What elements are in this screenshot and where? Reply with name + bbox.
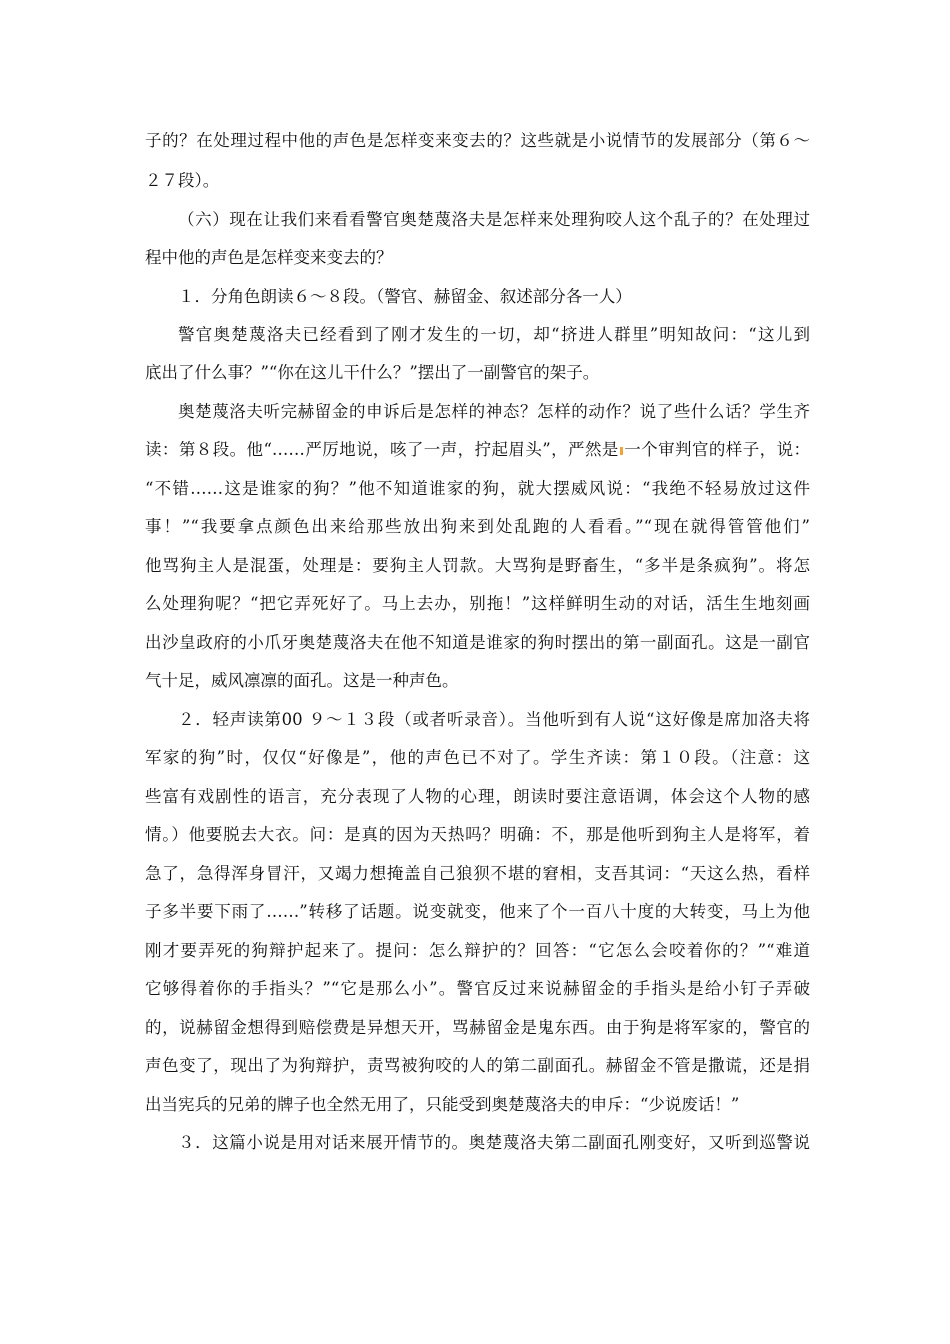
text-line: 气十足，威风凛凛的面孔。这是一种声色。 [145, 671, 459, 690]
text-line: 刚才要弄死的狗辩护起来了。提问：怎么辩护的？回答：“它怎么会咬着你的？”“难道 [145, 941, 810, 960]
text-line: 情。）他要脱去大衣。问：是真的因为天热吗？明确：不，那是他听到狗主人是将军，着 [145, 825, 810, 844]
text-line [145, 440, 810, 460]
text-line: 它够得着你的手指头？”“它是那么小”。警官反过来说赫留金的手指头是给小钉子弄破 [145, 979, 810, 998]
text-line: 军家的狗”时，仅仅“好像是”，他的声色已不对了。学生齐读：第１０段。（注意：这 [145, 748, 810, 767]
text-line: 些富有戏剧性的语言，充分表现了人物的心理，朗读时要注意语调，体会这个人物的感 [145, 787, 810, 806]
text-line: 事！”“我要拿点颜色出来给那些放出狗来到处乱跑的人看看。”“现在就得管管他们” [145, 517, 810, 536]
text-line: ２７段）。 [145, 171, 220, 190]
text-segment: 读：第８段。他“……严厉地说，咳了一声，拧起眉头”，严然是 [145, 440, 619, 459]
text-line: 出沙皇政府的小爪牙奥楚蔑洛夫在他不知道是谁家的狗时摆出的第一副面孔。这是一副官 [145, 633, 810, 652]
text-line: 警官奥楚蔑洛夫已经看到了刚才发生的一切，却“挤进人群里”明知故问：“这儿到 [178, 325, 810, 344]
text-line: 声色变了，现出了为狗辩护，责骂被狗咬的人的第二副面孔。赫留金不管是撒谎，还是捐 [145, 1056, 810, 1075]
text-line: 的，说赫留金想得到赔偿费是异想天开，骂赫留金是鬼东西。由于狗是将军家的，警官的 [145, 1018, 810, 1037]
text-line: 他骂狗主人是混蛋，处理是：要狗主人罚款。大骂狗是野畜生，“多半是条疯狗”。将怎 [145, 556, 810, 575]
cursor-mark [620, 447, 623, 455]
text-line: 急了，急得浑身冒汗，又竭力想掩盖自己狼狈不堪的窘相，支吾其词：“天这么热，看样 [145, 864, 810, 883]
text-line: 底出了什么事？”“你在这儿干什么？”摆出了一副警官的架子。 [145, 363, 600, 382]
text-line: （六）现在让我们来看看警官奥楚蔑洛夫是怎样来处理狗咬人这个乱子的？在处理过 [178, 210, 810, 229]
text-line: １．分角色朗读６～８段。（警官、赫留金、叙述部分各一人） [178, 287, 632, 306]
text-line: ３．这篇小说是用对话来展开情节的。奥楚蔑洛夫第二副面孔刚变好，又听到巡警说 [178, 1133, 810, 1152]
text-line: 奥楚蔑洛夫听完赫留金的申诉后是怎样的神态？怎样的动作？说了些什么话？学生齐 [178, 402, 810, 421]
text-line: 子多半要下雨了……”转移了话题。说变就变，他来了个一百八十度的大转变，马上为他 [145, 902, 810, 921]
text-line: ２．轻声读第00 ９～１３段（或者听录音）。当他听到有人说“这好像是席加洛夫将 [178, 710, 810, 729]
text-line: “不错……这是谁家的狗？”他不知道谁家的狗，就大摆威风说：“我绝不轻易放过这件 [145, 479, 810, 498]
text-line: 程中他的声色是怎样变来变去的？ [145, 248, 393, 267]
text-line: 么处理狗呢？“把它弄死好了。马上去办，别拖！”这样鲜明生动的对话，活生生地刻画 [145, 594, 810, 613]
text-line: 出当宪兵的兄弟的牌子也全然无用了，只能受到奥楚蔑洛夫的申斥：“少说废话！” [145, 1095, 740, 1114]
text-line: 子的？在处理过程中他的声色是怎样变来变去的？这些就是小说情节的发展部分（第６～ [145, 131, 810, 150]
text-segment: 一个审判官的样子，说： [623, 440, 810, 459]
